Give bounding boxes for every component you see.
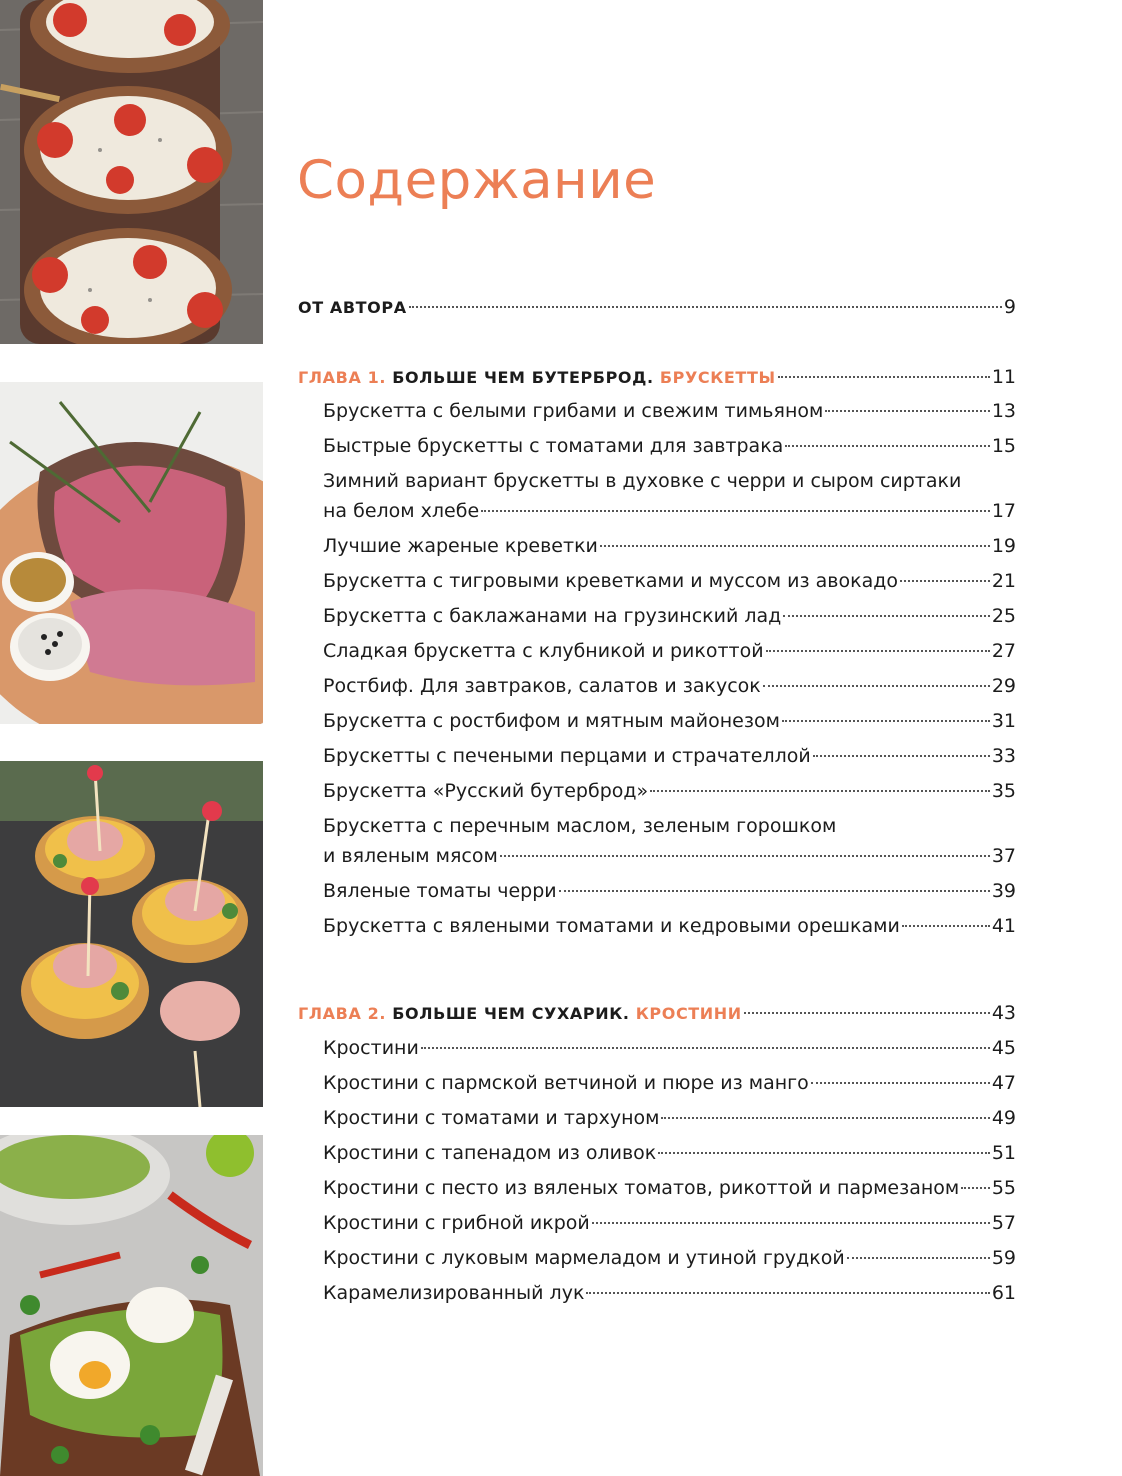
entry-title: Кростини с песто из вяленых томатов, рикоттой и пармезаном (323, 1177, 960, 1199)
toc-entry[interactable] (298, 638, 1016, 664)
leader-dots (847, 1257, 990, 1259)
leader-dots (782, 720, 990, 722)
chapter-2-heading[interactable] (298, 1000, 1016, 1027)
toc-entry[interactable] (298, 1035, 1016, 1061)
entry-title: на белом хлебе (323, 500, 480, 522)
chapter-2-accent: КРОСТИНИ (635, 1004, 742, 1023)
page-number: 49 (991, 1107, 1016, 1129)
entry-title: Ростбиф. Для завтраков, салатов и закусок (323, 675, 761, 697)
toc-entry[interactable] (298, 398, 1016, 424)
page-number: 17 (991, 500, 1016, 522)
entry-title: Кростини с пармской ветчиной и пюре из манго (323, 1072, 809, 1094)
leader-dots (600, 545, 990, 547)
page-number: 9 (1003, 296, 1016, 318)
toc-entry[interactable] (298, 1140, 1016, 1166)
toc-entry[interactable] (298, 673, 1016, 699)
chapter-1-name: БОЛЬШЕ ЧЕМ БУТЕРБРОД. (392, 368, 654, 387)
toc-entry[interactable] (298, 1210, 1016, 1236)
page-number: 25 (991, 605, 1016, 627)
entry-title-line1[interactable]: Брускетта с перечным маслом, зеленым горошком (323, 815, 837, 837)
page-number: 31 (991, 710, 1016, 732)
page-number: 39 (991, 880, 1016, 902)
author-label: ОТ АВТОРА (298, 298, 407, 317)
page-number: 55 (991, 1177, 1016, 1199)
leader-dots (409, 306, 1002, 308)
photo-roast-beef (0, 382, 263, 724)
leader-dots (783, 615, 990, 617)
page-title: Содержание (297, 150, 657, 211)
page-number: 41 (991, 915, 1016, 937)
leader-dots (811, 1082, 990, 1084)
page-number: 27 (991, 640, 1016, 662)
page-number: 33 (991, 745, 1016, 767)
entry-title: Карамелизированный лук (323, 1282, 585, 1304)
entry-title: Лучшие жареные креветки (323, 535, 598, 557)
toc-entry[interactable] (298, 1070, 1016, 1096)
entry-title: Вяленые томаты черри (323, 880, 557, 902)
toc-entry[interactable] (298, 568, 1016, 594)
toc-entry[interactable] (298, 1105, 1016, 1131)
entry-title: Брускетта «Русский бутерброд» (323, 780, 649, 802)
toc-entry[interactable] (298, 1175, 1016, 1201)
page-number: 47 (991, 1072, 1016, 1094)
entry-title: Брускетта с вялеными томатами и кедровыми орешками (323, 915, 900, 937)
entry-title: Брускетта с баклажанами на грузинский лад (323, 605, 782, 627)
entry-title: Сладкая брускетта с клубникой и рикоттой (323, 640, 764, 662)
page-number: 15 (991, 435, 1016, 457)
leader-dots (592, 1222, 990, 1224)
chapter-1-heading[interactable] (298, 364, 1016, 391)
chapter-2-name: БОЛЬШЕ ЧЕМ СУХАРИК. (392, 1004, 630, 1023)
leader-dots (658, 1152, 990, 1154)
toc-entry[interactable] (298, 843, 1016, 869)
photo-avocado-egg-toast (0, 1135, 263, 1476)
entry-title: Кростини с томатами и тархуном (323, 1107, 660, 1129)
page-number: 61 (991, 1282, 1016, 1304)
entry-title: Брускетта с ростбифом и мятным майонезом (323, 710, 780, 732)
toc-entry[interactable] (298, 708, 1016, 734)
toc-entry[interactable] (298, 603, 1016, 629)
toc-entry[interactable] (298, 778, 1016, 804)
leader-dots (763, 685, 990, 687)
page-number: 13 (991, 400, 1016, 422)
leader-dots (900, 580, 990, 582)
page-number: 35 (991, 780, 1016, 802)
photo-crostini-prosciutto (0, 761, 263, 1107)
leader-dots (481, 510, 990, 512)
toc-entry[interactable] (298, 1280, 1016, 1306)
leader-dots (766, 650, 990, 652)
toc-entry[interactable] (298, 433, 1016, 459)
page-number: 59 (991, 1247, 1016, 1269)
page-number: 43 (991, 1002, 1016, 1024)
leader-dots (744, 1012, 990, 1014)
toc-author-entry[interactable] (298, 294, 1016, 321)
leader-dots (825, 410, 989, 412)
entry-title: Брускетта с тигровыми креветками и муссом из авокадо (323, 570, 898, 592)
leader-dots (559, 890, 990, 892)
chapter-1-accent: БРУСКЕТТЫ (659, 368, 776, 387)
leader-dots (650, 790, 990, 792)
page-number: 45 (991, 1037, 1016, 1059)
photo-bruschetta-tomatoes (0, 0, 263, 344)
entry-title-line1[interactable]: Зимний вариант брускетты в духовке с черри и сыром сиртаки (323, 470, 962, 492)
chapter-2-prefix: ГЛАВА 2. (298, 1004, 387, 1023)
leader-dots (500, 855, 990, 857)
page-number: 57 (991, 1212, 1016, 1234)
page-number: 21 (991, 570, 1016, 592)
toc-entry[interactable] (298, 1245, 1016, 1271)
page-number: 29 (991, 675, 1016, 697)
toc-entry[interactable] (298, 743, 1016, 769)
entry-title: Брускетты с печеными перцами и страчателлой (323, 745, 811, 767)
leader-dots (813, 755, 990, 757)
entry-title: Брускетта с белыми грибами и свежим тимьяном (323, 400, 824, 422)
entry-title: и вяленым мясом (323, 845, 498, 867)
entry-title: Кростини с грибной икрой (323, 1212, 590, 1234)
page-number: 11 (991, 366, 1016, 388)
leader-dots (586, 1292, 989, 1294)
leader-dots (778, 376, 990, 378)
page-number: 19 (991, 535, 1016, 557)
leader-dots (421, 1047, 990, 1049)
leader-dots (661, 1117, 989, 1119)
toc-entry[interactable] (298, 878, 1016, 904)
leader-dots (961, 1187, 990, 1189)
page-number: 51 (991, 1142, 1016, 1164)
entry-title: Кростини с тапенадом из оливок (323, 1142, 657, 1164)
entry-title: Кростини (323, 1037, 419, 1059)
leader-dots (902, 925, 990, 927)
toc-entry[interactable] (298, 913, 1016, 939)
toc-entry[interactable] (298, 533, 1016, 559)
leader-dots (785, 445, 989, 447)
toc-entry[interactable] (298, 498, 1016, 524)
page-number: 37 (991, 845, 1016, 867)
chapter-1-prefix: ГЛАВА 1. (298, 368, 387, 387)
entry-title: Кростини с луковым мармеладом и утиной грудкой (323, 1247, 845, 1269)
entry-title: Быстрые брускетты с томатами для завтрака (323, 435, 784, 457)
